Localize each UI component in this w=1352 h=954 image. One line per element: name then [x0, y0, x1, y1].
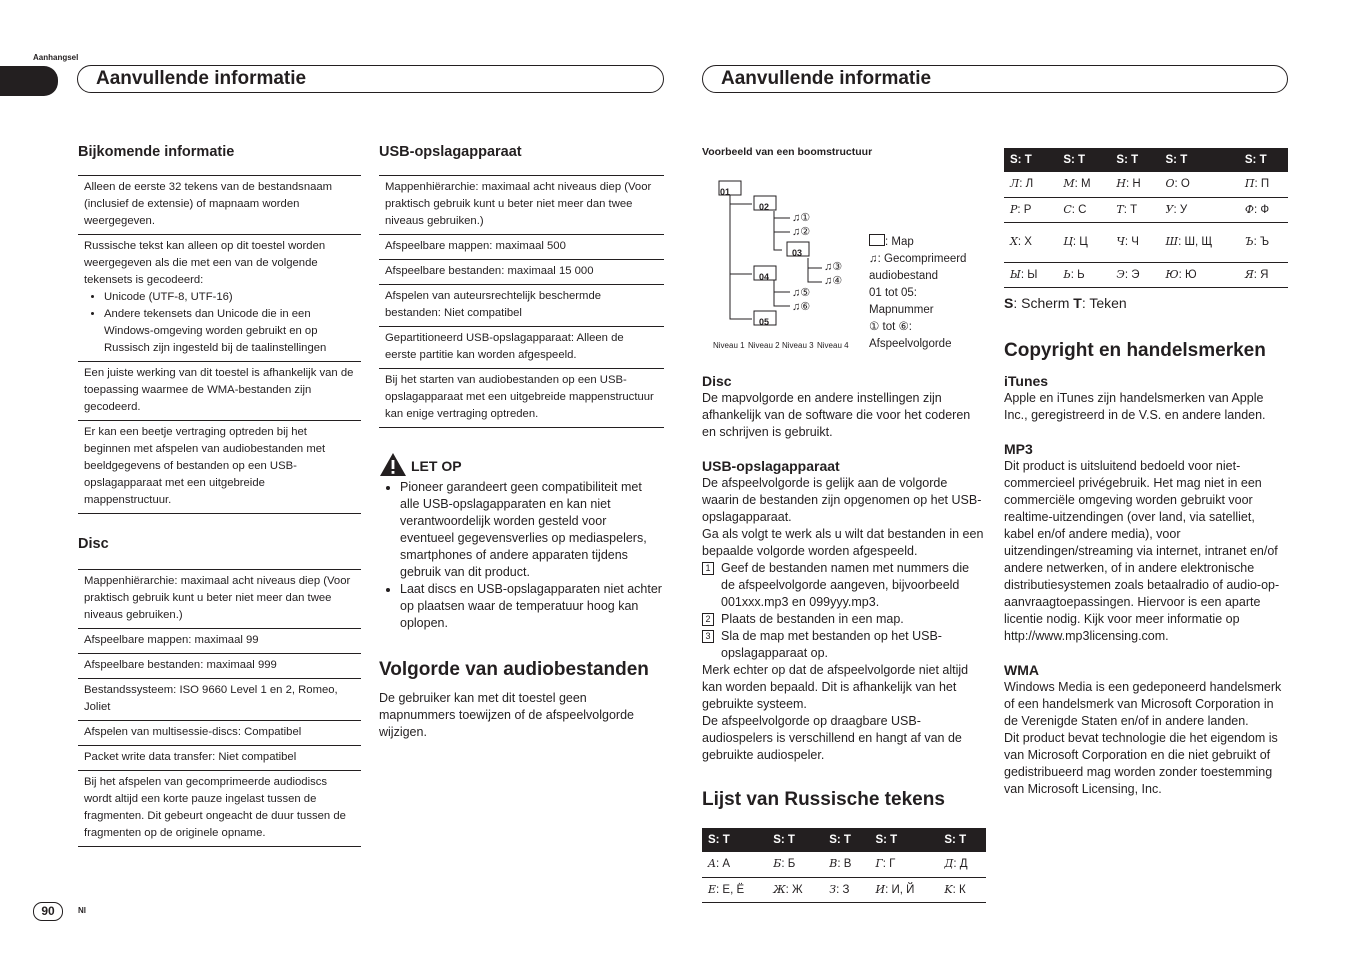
legend-range-folders: 01 tot 05: Mapnummer	[869, 287, 934, 316]
table-row	[78, 721, 361, 746]
table-cell: Mappenhiërarchie: maximaal acht niveaus diep (Voor praktisch gebruik kunt u beter niet meer dan twee niveaus gebruiken.)	[78, 570, 361, 629]
table-cell: Afspeelbare mappen: maximaal 99	[78, 629, 361, 654]
table-row	[379, 235, 664, 260]
section-tab-marker	[0, 66, 58, 96]
legend-range-files: ① tot ⑥: Afspeelvolgorde	[869, 321, 952, 350]
table-row	[78, 746, 361, 771]
table-row	[78, 654, 361, 679]
char-cell: Ш: Ш, Щ	[1160, 222, 1239, 262]
music-note-icon: ♫	[824, 275, 833, 287]
folder-label-03: 03	[792, 248, 803, 258]
table-cell	[78, 235, 361, 362]
paragraph: Ga als volgt te werk als u wilt dat bestanden in een bepaalde volgorde worden afgespeeld.	[702, 527, 984, 558]
heading-disc-order: Disc	[702, 373, 732, 389]
char-cell: H: Н	[1110, 172, 1159, 197]
list-item: • Laat discs en USB-opslagapparaten niet achter op plaatsen waar de temperatuur hoog kan oplopen.	[400, 581, 664, 632]
table-row	[702, 852, 986, 877]
table-cell: Bij het afspelen van gecomprimeerde audiodiscs wordt altijd een korte pauze ingelast tussen de fragmenten. Dit gebeurt ongeacht de duur tussen de fragmenten op de originele opname.	[78, 771, 361, 847]
char-cell: X: Х	[1004, 222, 1057, 262]
level-label-4: Niveau 4	[817, 341, 849, 350]
file-item-3: ♫③	[824, 261, 843, 273]
folder-label-01: 01	[720, 187, 731, 197]
heading-usb-opslagapparaat: USB-opslagapparaat	[379, 144, 522, 160]
char-cell: П: П	[1239, 172, 1288, 197]
tree-title: Voorbeeld van een boomstructuur	[702, 146, 873, 158]
paragraph: Merk echter op dat de afspeelvolgorde niet altijd kan worden bepaald. Dit is afhankelijk van het gebruikte systeem.	[702, 663, 969, 711]
left-page-title: Aanvullende informatie	[77, 65, 664, 93]
folder-label-02: 02	[759, 202, 770, 212]
folder-icon	[869, 234, 885, 246]
table-row	[78, 235, 361, 362]
char-cell: Ч: Ч	[1110, 222, 1159, 262]
table-row	[379, 285, 664, 327]
table-row	[78, 362, 361, 421]
char-cell: O: О	[1160, 172, 1239, 197]
folder-label-04: 04	[759, 272, 770, 282]
table-header-row: S: T S: T S: T S: T S: T	[1004, 148, 1288, 172]
char-cell: Э: Э	[1110, 262, 1159, 287]
char-cell: Ц: Ц	[1057, 222, 1110, 262]
legend-file: ♫: Gecomprimeerd audiobestand	[869, 253, 967, 282]
cell-text: Russische tekst kan alleen op dit toestel worden weergegeven als die met een van de volgende tekensets is gecodeerd:	[84, 240, 326, 286]
table-row	[379, 176, 664, 235]
paragraph: De afspeelvolgorde is gelijk aan de volgorde waarin de bestanden zijn opgenomen op het USB-opslagapparaat.	[702, 476, 982, 524]
music-note-icon: ♫	[792, 212, 801, 224]
char-cell: Я: Я	[1239, 262, 1288, 287]
heading-usb-order: USB-opslagapparaat	[702, 458, 840, 474]
right-page-title: Aanvullende informatie	[702, 65, 1288, 93]
char-cell: И: И, Й	[869, 877, 938, 902]
level-label-2: Niveau 2	[748, 341, 780, 350]
char-cell: T: Т	[1110, 197, 1159, 222]
paragraph: De afspeelvolgorde op draagbare USB-audiospelers is verschillend en hangt af van de gebruikte audiospeler.	[702, 714, 962, 762]
file-item-1: ♫①	[792, 212, 811, 224]
char-cell: E: Е, Ё	[702, 877, 767, 902]
table-row	[379, 327, 664, 369]
char-cell: K: К	[938, 877, 986, 902]
char-cell: M: М	[1057, 172, 1110, 197]
tree-legend	[869, 234, 981, 353]
table-cell: Bestandssysteem: ISO 9660 Level 1 en 2, Romeo, Joliet	[78, 679, 361, 721]
heading-bijkomende-informatie: Bijkomende informatie	[78, 144, 235, 160]
info-table-disc	[78, 569, 361, 847]
page-number: 90	[33, 902, 63, 921]
table-row	[78, 771, 361, 847]
heading-mp3: MP3	[1004, 440, 1033, 457]
music-note-icon: ♫	[869, 253, 878, 265]
folder-label-05: 05	[759, 317, 770, 327]
table-row	[1004, 197, 1288, 222]
heading-volgorde-audiobestanden: Volgorde van audiobestanden	[379, 659, 649, 680]
table-row	[78, 679, 361, 721]
language-code: Nl	[78, 906, 86, 915]
table-cell: Er kan een beetje vertraging optreden bij het beginnen met afspelen van audiobestanden met beeldgegevens of bestanden op een USB-opslagapparaat met een uitgebreide mappenstructuur.	[78, 421, 361, 514]
table-cell: Gepartitioneerd USB-opslagapparaat: Alleen de eerste partitie kan worden afgespeeld.	[379, 327, 664, 369]
char-cell: Ы: Ы	[1004, 262, 1057, 287]
file-item-4: ♫④	[824, 275, 843, 287]
char-cell: Д: Д	[938, 852, 986, 877]
list-item: • Unicode (UTF-8, UTF-16)	[104, 289, 355, 306]
music-note-icon: ♫	[792, 226, 801, 238]
heading-russische-tekens: Lijst van Russische tekens	[702, 789, 945, 810]
music-note-icon: ♫	[792, 287, 801, 299]
char-cell: C: С	[1057, 197, 1110, 222]
char-cell: Б: Б	[767, 852, 823, 877]
step-item: 2 Plaats de bestanden in een map.	[702, 611, 986, 628]
heading-itunes: iTunes	[1004, 372, 1049, 389]
legend-map: : Map	[869, 234, 981, 251]
table-cell: Afspelen van multisessie-discs: Compatibel	[78, 721, 361, 746]
paragraph: De mapvolgorde en andere instellingen zijn afhankelijk van de software die voor het coderen en schrijven is gebruikt.	[702, 391, 971, 439]
step-item: 1 Geef de bestanden namen met nummers die de afspeelvolgorde aangeven, bijvoorbeeld 001xxx.mp3 en 099yyy.mp3.	[702, 560, 986, 611]
info-table-general	[78, 175, 361, 514]
charset-list	[84, 289, 355, 357]
table-row	[78, 570, 361, 629]
file-item-5: ♫⑤	[792, 287, 811, 299]
caution-title: LET OP	[411, 458, 462, 474]
level-label-3: Niveau 3	[782, 341, 814, 350]
table-row	[1004, 222, 1288, 262]
paragraph: Dit product bevat technologie die het eigendom is van Microsoft Corporation en die niet gebruikt of gedistribueerd mag worden zonder toestemming van Microsoft Licensing, Inc.	[1004, 730, 1278, 796]
column-1	[78, 144, 361, 847]
music-note-icon: ♫	[824, 261, 833, 273]
char-cell: Ю: Ю	[1160, 262, 1239, 287]
table-cell: Alleen de eerste 32 tekens van de bestandsnaam (inclusief de extensie) of mapnaam worden weergegeven.	[78, 176, 361, 235]
table-cell: Afspeelbare bestanden: maximaal 999	[78, 654, 361, 679]
paragraph: Apple en iTunes zijn handelsmerken van Apple Inc., geregistreerd in de V.S. en andere landen.	[1004, 390, 1266, 422]
table-cell: Mappenhiërarchie: maximaal acht niveaus diep (Voor praktisch gebruik kunt u beter niet meer dan twee niveaus gebruiken.)	[379, 176, 664, 235]
table-row	[379, 260, 664, 285]
table-cell: Afspeelbare bestanden: maximaal 15 000	[379, 260, 664, 285]
table-cell: Afspeelbare mappen: maximaal 500	[379, 235, 664, 260]
paragraph: Dit product is uitsluitend bedoeld voor niet-commercieel privégebruik. Het mag niet in een commerciële omgeving worden gebruikt voor realtime-uitzendingen (over land, via satelliet, kabel en/of andere media), voor uitzendingen/streaming via internet, intranet en/of andere netwerken, of in andere elektronische distributiesystemen zoals betaalradio of audio-op-aanvraagtoepassingen. Hiervoor is een aparte licentie nodig. Kijk voor meer informatie op http://www.mp3licensing.com.	[1004, 458, 1280, 643]
caution-header	[379, 452, 664, 477]
table-row	[78, 421, 361, 514]
folder-tree-diagram	[702, 161, 986, 349]
table-row	[379, 369, 664, 428]
music-note-icon: ♫	[792, 301, 801, 313]
caution-list	[379, 479, 664, 632]
russian-chars-table-1	[702, 828, 986, 903]
char-cell: У: У	[1160, 197, 1239, 222]
char-cell: Ж: Ж	[767, 877, 823, 902]
table-cell: Afspelen van auteursrechtelijk beschermde bestanden: Niet compatibel	[379, 285, 664, 327]
heading-wma: WMA	[1004, 661, 1039, 678]
info-table-usb	[379, 175, 664, 428]
char-cell: Ь: Ь	[1057, 262, 1110, 287]
column-3	[702, 144, 986, 903]
char-cell: З: З	[823, 877, 869, 902]
table-row	[1004, 172, 1288, 197]
steps-list	[702, 560, 986, 662]
russian-chars-table-2	[1004, 148, 1288, 288]
paragraph: De gebruiker kan met dit toestel geen mapnummers toewijzen of de afspeelvolgorde wijzigen.	[379, 691, 634, 739]
step-item: 3 Sla de map met bestanden op het USB-opslagapparaat op.	[702, 628, 986, 662]
paragraph: Windows Media is een gedeponeerd handelsmerk of een handelsmerk van Microsoft Corporation in de Verenigde Staten en/of in andere landen.	[1004, 679, 1282, 728]
file-item-2: ♫②	[792, 226, 811, 238]
heading-disc: Disc	[78, 536, 109, 552]
level-label-1: Niveau 1	[713, 341, 745, 350]
section-tag: Aanhangsel	[33, 53, 79, 62]
heading-copyright: Copyright en handelsmerken	[1004, 339, 1266, 361]
warning-triangle-icon	[379, 452, 407, 477]
list-item: • Andere tekensets dan Unicode die in een Windows-omgeving worden gebruikt en op Russisch zijn ingesteld bij de taalinstellingen	[104, 306, 355, 357]
column-4	[1004, 148, 1288, 798]
table-header-row: S: T S: T S: T S: T S: T	[702, 828, 986, 852]
char-cell: Ъ: Ъ	[1239, 222, 1288, 262]
file-item-6: ♫⑥	[792, 301, 811, 313]
char-cell: Л: Л	[1004, 172, 1057, 197]
table-legend: S: Scherm T: Teken	[1004, 294, 1127, 311]
list-item: • Pioneer garandeert geen compatibiliteit met alle USB-opslagapparaten en kan niet verantwoordelijk worden gesteld voor eventueel gegevensverlies op mediaspelers, smartphones of andere apparaten tijdens gebruik van dit product.	[400, 479, 664, 581]
table-row	[1004, 262, 1288, 287]
table-row	[78, 629, 361, 654]
char-cell: Г: Г	[869, 852, 938, 877]
table-row	[78, 176, 361, 235]
column-2	[379, 144, 664, 741]
char-cell: P: Р	[1004, 197, 1057, 222]
table-row	[702, 877, 986, 902]
table-cell: Een juiste werking van dit toestel is afhankelijk van de toepassing waarmee de WMA-bestanden zijn gecodeerd.	[78, 362, 361, 421]
char-cell: A: А	[702, 852, 767, 877]
char-cell: B: В	[823, 852, 869, 877]
char-cell: Ф: Ф	[1239, 197, 1288, 222]
table-cell: Packet write data transfer: Niet compatibel	[78, 746, 361, 771]
table-cell: Bij het starten van audiobestanden op een USB-opslagapparaat met een uitgebreide mappenstructuur kan enige vertraging optreden.	[379, 369, 664, 428]
